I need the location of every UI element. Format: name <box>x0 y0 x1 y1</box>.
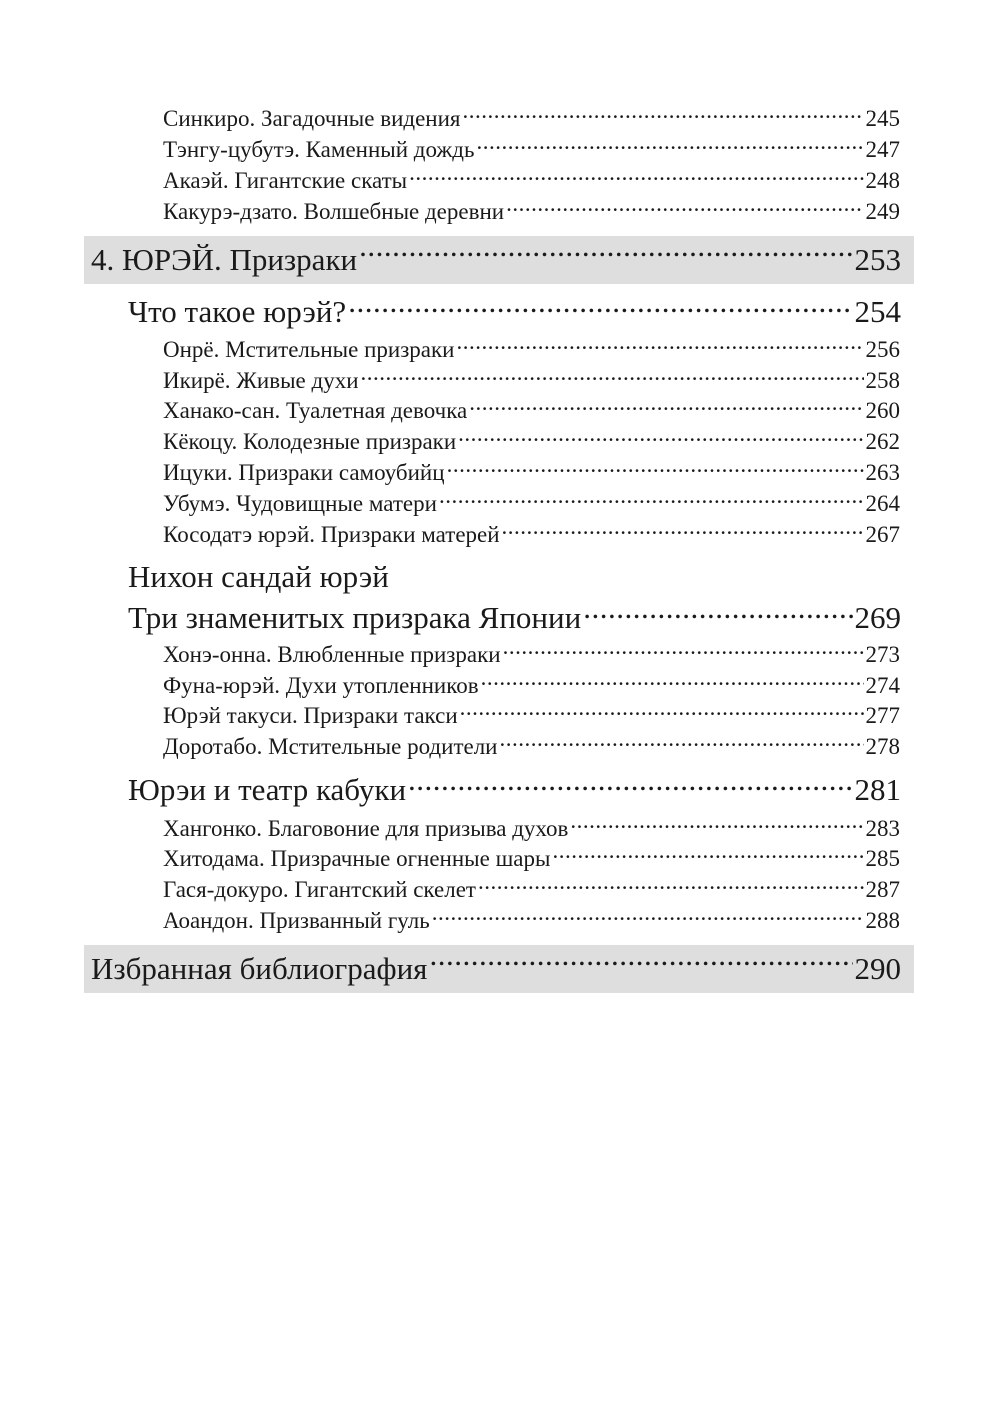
toc-entry[interactable] <box>163 874 900 904</box>
toc-entry-page: 277 <box>865 703 900 728</box>
dot-leader <box>500 731 864 754</box>
toc-entry[interactable] <box>163 843 900 873</box>
toc-entry-page: 273 <box>865 642 900 667</box>
toc-section-page: 254 <box>854 294 901 329</box>
toc-entry-title: Убумэ. Чудовищные матери <box>163 491 437 516</box>
toc-section-page: 269 <box>854 600 901 635</box>
dot-leader <box>439 488 864 511</box>
dot-leader <box>478 874 864 897</box>
toc-entry-page: 245 <box>865 106 900 131</box>
toc-chapter[interactable] <box>91 236 901 284</box>
dot-leader <box>361 365 864 388</box>
dot-leader <box>447 457 864 480</box>
toc-section-title: Что такое юрэй? <box>128 294 347 329</box>
toc-entry-title: Ицуки. Призраки самоубийц <box>163 460 445 485</box>
toc-entry[interactable] <box>163 103 900 133</box>
dot-leader <box>469 395 863 418</box>
dot-leader <box>359 239 852 270</box>
toc-entry[interactable] <box>163 365 900 395</box>
toc-entry-title: Тэнгу-цубутэ. Каменный дождь <box>163 137 475 162</box>
toc-entry-title: Синкиро. Загадочные видения <box>163 106 461 131</box>
toc-entry[interactable] <box>163 334 900 364</box>
dot-leader <box>502 519 864 542</box>
toc-entry-page: 248 <box>865 168 900 193</box>
toc-section-title-line1: Нихон сандай юрэй <box>128 559 389 594</box>
toc-entry-title: Кёкоцу. Колодезные призраки <box>163 429 457 454</box>
dot-leader <box>348 291 852 322</box>
toc-section-page: 281 <box>854 772 901 807</box>
toc-chapter-title: 4. ЮРЭЙ. Призраки <box>91 242 358 277</box>
toc-entry-title: Хангонко. Благовоние для призыва духов <box>163 816 569 841</box>
toc-section-title: Три знаменитых призрака Японии <box>128 600 582 635</box>
toc-entry-page: 274 <box>865 673 900 698</box>
toc-entry-title: Акаэй. Гигантские скаты <box>163 168 408 193</box>
toc-entry-page: 247 <box>865 137 900 162</box>
dot-leader <box>460 700 864 723</box>
toc-entry[interactable] <box>163 196 900 226</box>
toc-entry-page: 285 <box>865 846 900 871</box>
dot-leader <box>462 103 863 126</box>
toc-entry-page: 262 <box>865 429 900 454</box>
toc-chapter-page: 253 <box>854 242 901 277</box>
toc-entry-page: 258 <box>865 368 900 393</box>
dot-leader <box>481 670 864 693</box>
toc-bibliography[interactable] <box>91 945 901 993</box>
toc-section[interactable] <box>128 769 901 809</box>
toc-entry-title: Какурэ-дзато. Волшебные деревни <box>163 199 505 224</box>
dot-leader <box>552 843 863 866</box>
toc-entry-page: 260 <box>865 398 900 423</box>
toc-entry[interactable] <box>163 639 900 669</box>
toc-entry[interactable] <box>163 165 900 195</box>
toc-bibliography-title: Избранная библиография <box>91 951 428 986</box>
dot-leader <box>409 165 863 188</box>
toc-entry-page: 267 <box>865 522 900 547</box>
toc-entry[interactable] <box>163 488 900 518</box>
toc-section-title: Юрэи и театр кабуки <box>128 772 407 807</box>
toc-entry[interactable] <box>163 134 900 164</box>
toc-entry[interactable] <box>163 670 900 700</box>
toc-entry[interactable] <box>163 813 900 843</box>
dot-leader <box>503 639 864 662</box>
toc-entry[interactable] <box>163 395 900 425</box>
toc-entry-title: Юрэй такуси. Призраки такси <box>163 703 458 728</box>
toc-entry-title: Икирё. Живые духи <box>163 368 359 393</box>
toc-entry[interactable] <box>163 700 900 730</box>
toc-entry-page: 288 <box>865 908 900 933</box>
toc-entry-title: Фуна-юрэй. Духи утопленников <box>163 673 479 698</box>
toc-entry-title: Ханако-сан. Туалетная девочка <box>163 398 468 423</box>
toc-entry[interactable] <box>163 519 900 549</box>
toc-entry-page: 283 <box>865 816 900 841</box>
toc-entry-title: Аоандон. Призванный гуль <box>163 908 430 933</box>
dot-leader <box>506 196 863 219</box>
toc-entry-title: Гася-докуро. Гигантский скелет <box>163 877 476 902</box>
dot-leader <box>457 334 864 357</box>
toc-entry-page: 264 <box>865 491 900 516</box>
toc-entry-page: 287 <box>865 877 900 902</box>
toc-section[interactable] <box>128 291 901 331</box>
toc-entry-title: Доротабо. Мстительные родители <box>163 734 498 759</box>
dot-leader <box>570 813 863 836</box>
toc-entry[interactable] <box>163 457 900 487</box>
toc-entry[interactable] <box>163 426 900 456</box>
dot-leader <box>458 426 863 449</box>
toc-entry-title: Хитодама. Призрачные огненные шары <box>163 846 551 871</box>
toc-entry-title: Хонэ-онна. Влюбленные призраки <box>163 642 501 667</box>
toc-section[interactable] <box>128 597 901 637</box>
dot-leader <box>583 597 852 628</box>
toc-entry-title: Косодатэ юрэй. Призраки матерей <box>163 522 500 547</box>
dot-leader <box>429 948 852 979</box>
toc-entry[interactable] <box>163 905 900 935</box>
toc-entry-page: 263 <box>865 460 900 485</box>
toc-entry-title: Онрё. Мстительные призраки <box>163 337 455 362</box>
toc-entry-page: 256 <box>865 337 900 362</box>
toc-entry[interactable] <box>163 731 900 761</box>
toc-entry-page: 249 <box>865 199 900 224</box>
dot-leader <box>408 769 852 800</box>
dot-leader <box>477 134 864 157</box>
toc-entry-page: 278 <box>865 734 900 759</box>
toc-bibliography-page: 290 <box>854 951 901 986</box>
dot-leader <box>432 905 864 928</box>
